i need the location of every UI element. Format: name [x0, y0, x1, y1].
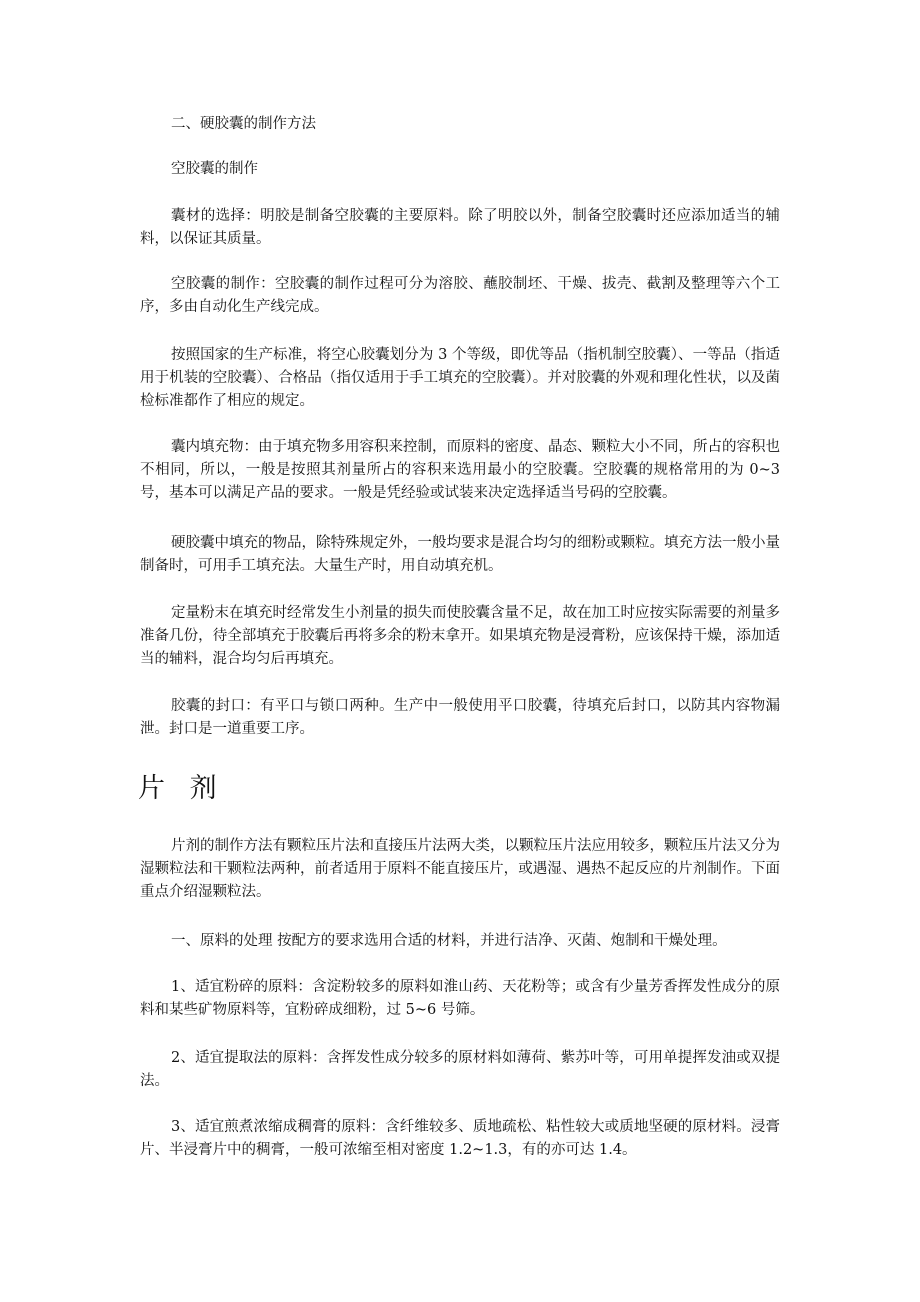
paragraph-capsule-standard: 按照国家的生产标准，将空心胶囊划分为 3 个等级，即优等品（指机制空胶囊）、一等品（指适用于机装的空胶囊）、合格品（指仅适用于手工填充的空胶囊）。并对胶囊的外观和理化性状，以及菌检标准都作了相应的规定。	[140, 347, 780, 409]
paragraph-tablet-intro: 片剂的制作方法有颗粒压片法和直接压片法两大类，以颗粒压片法应用较多，颗粒压片法又分为湿颗粒法和干颗粒法两种，前者适用于原料不能直接压片，或遇湿、遇热不起反应的片剂制作。下面重点介绍湿颗粒法。	[140, 838, 780, 900]
paragraph-capsule-making: 空胶囊的制作：空胶囊的制作过程可分为溶胶、蘸胶制坯、干燥、拔壳、截割及整理等六个工序，多由自动化生产线完成。	[140, 276, 780, 315]
paragraph-tablet-extraction: 2、适宜提取法的原料：含挥发性成分较多的原材料如薄荷、紫苏叶等，可用单提挥发油或双提法。	[140, 1050, 780, 1089]
section-subtitle-hard-capsule: 二、硬胶囊的制作方法	[171, 116, 316, 132]
paragraph-capsule-filling: 囊内填充物：由于填充物多用容积来控制，而原料的密度、晶态、颗粒大小不同，所占的容积也不相同，所以，一般是按照其剂量所占的容积来选用最小的空胶囊。空胶囊的规格常用的为 0~3 号，基本可以满足产品的要求。一般是凭经验或试装来决定选择适当号码的空胶囊。	[140, 439, 780, 501]
paragraph-capsule-dosing: 定量粉末在填充时经常发生小剂量的损失而使胶囊含量不足，故在加工时应按实际需要的剂量多准备几份，待全部填充于胶囊后再将多余的粉末拿开。如果填充物是浸膏粉，应该保持干燥，添加适当的辅料，混合均匀后再填充。	[140, 605, 780, 667]
section-sub-subtitle-empty-capsule: 空胶囊的制作	[171, 161, 258, 177]
paragraph-capsule-fill-method: 硬胶囊中填充的物品，除特殊规定外，一般均要求是混合均匀的细粉或颗粒。填充方法一般小量制备时，可用手工填充法。大量生产时，用自动填充机。	[140, 535, 780, 574]
paragraph-tablet-grinding: 1、适宜粉碎的原料：含淀粉较多的原料如淮山药、天花粉等；或含有少量芳香挥发性成分的原料和某些矿物原料等，宜粉碎成细粉，过 5~6 号筛。	[140, 979, 780, 1018]
section-heading-tablet: 片 剂	[138, 773, 225, 804]
paragraph-capsule-material: 囊材的选择：明胶是制备空胶囊的主要原料。除了明胶以外，制备空胶囊时还应添加适当的辅料，以保证其质量。	[140, 208, 780, 247]
paragraph-tablet-decoction: 3、适宜煎煮浓缩成稠膏的原料：含纤维较多、质地疏松、粘性较大或质地坚硬的原材料。浸膏片、半浸膏片中的稠膏，一般可浓缩至相对密度 1.2~1.3，有的亦可达 1.4。	[140, 1119, 780, 1158]
paragraph-capsule-sealing: 胶囊的封口：有平口与锁口两种。生产中一般使用平口胶囊，待填充后封口，以防其内容物漏泄。封口是一道重要工序。	[140, 698, 780, 737]
paragraph-tablet-raw-material: 一、原料的处理 按配方的要求选用合适的材料，并进行洁净、灭菌、炮制和干燥处理。	[171, 933, 727, 949]
